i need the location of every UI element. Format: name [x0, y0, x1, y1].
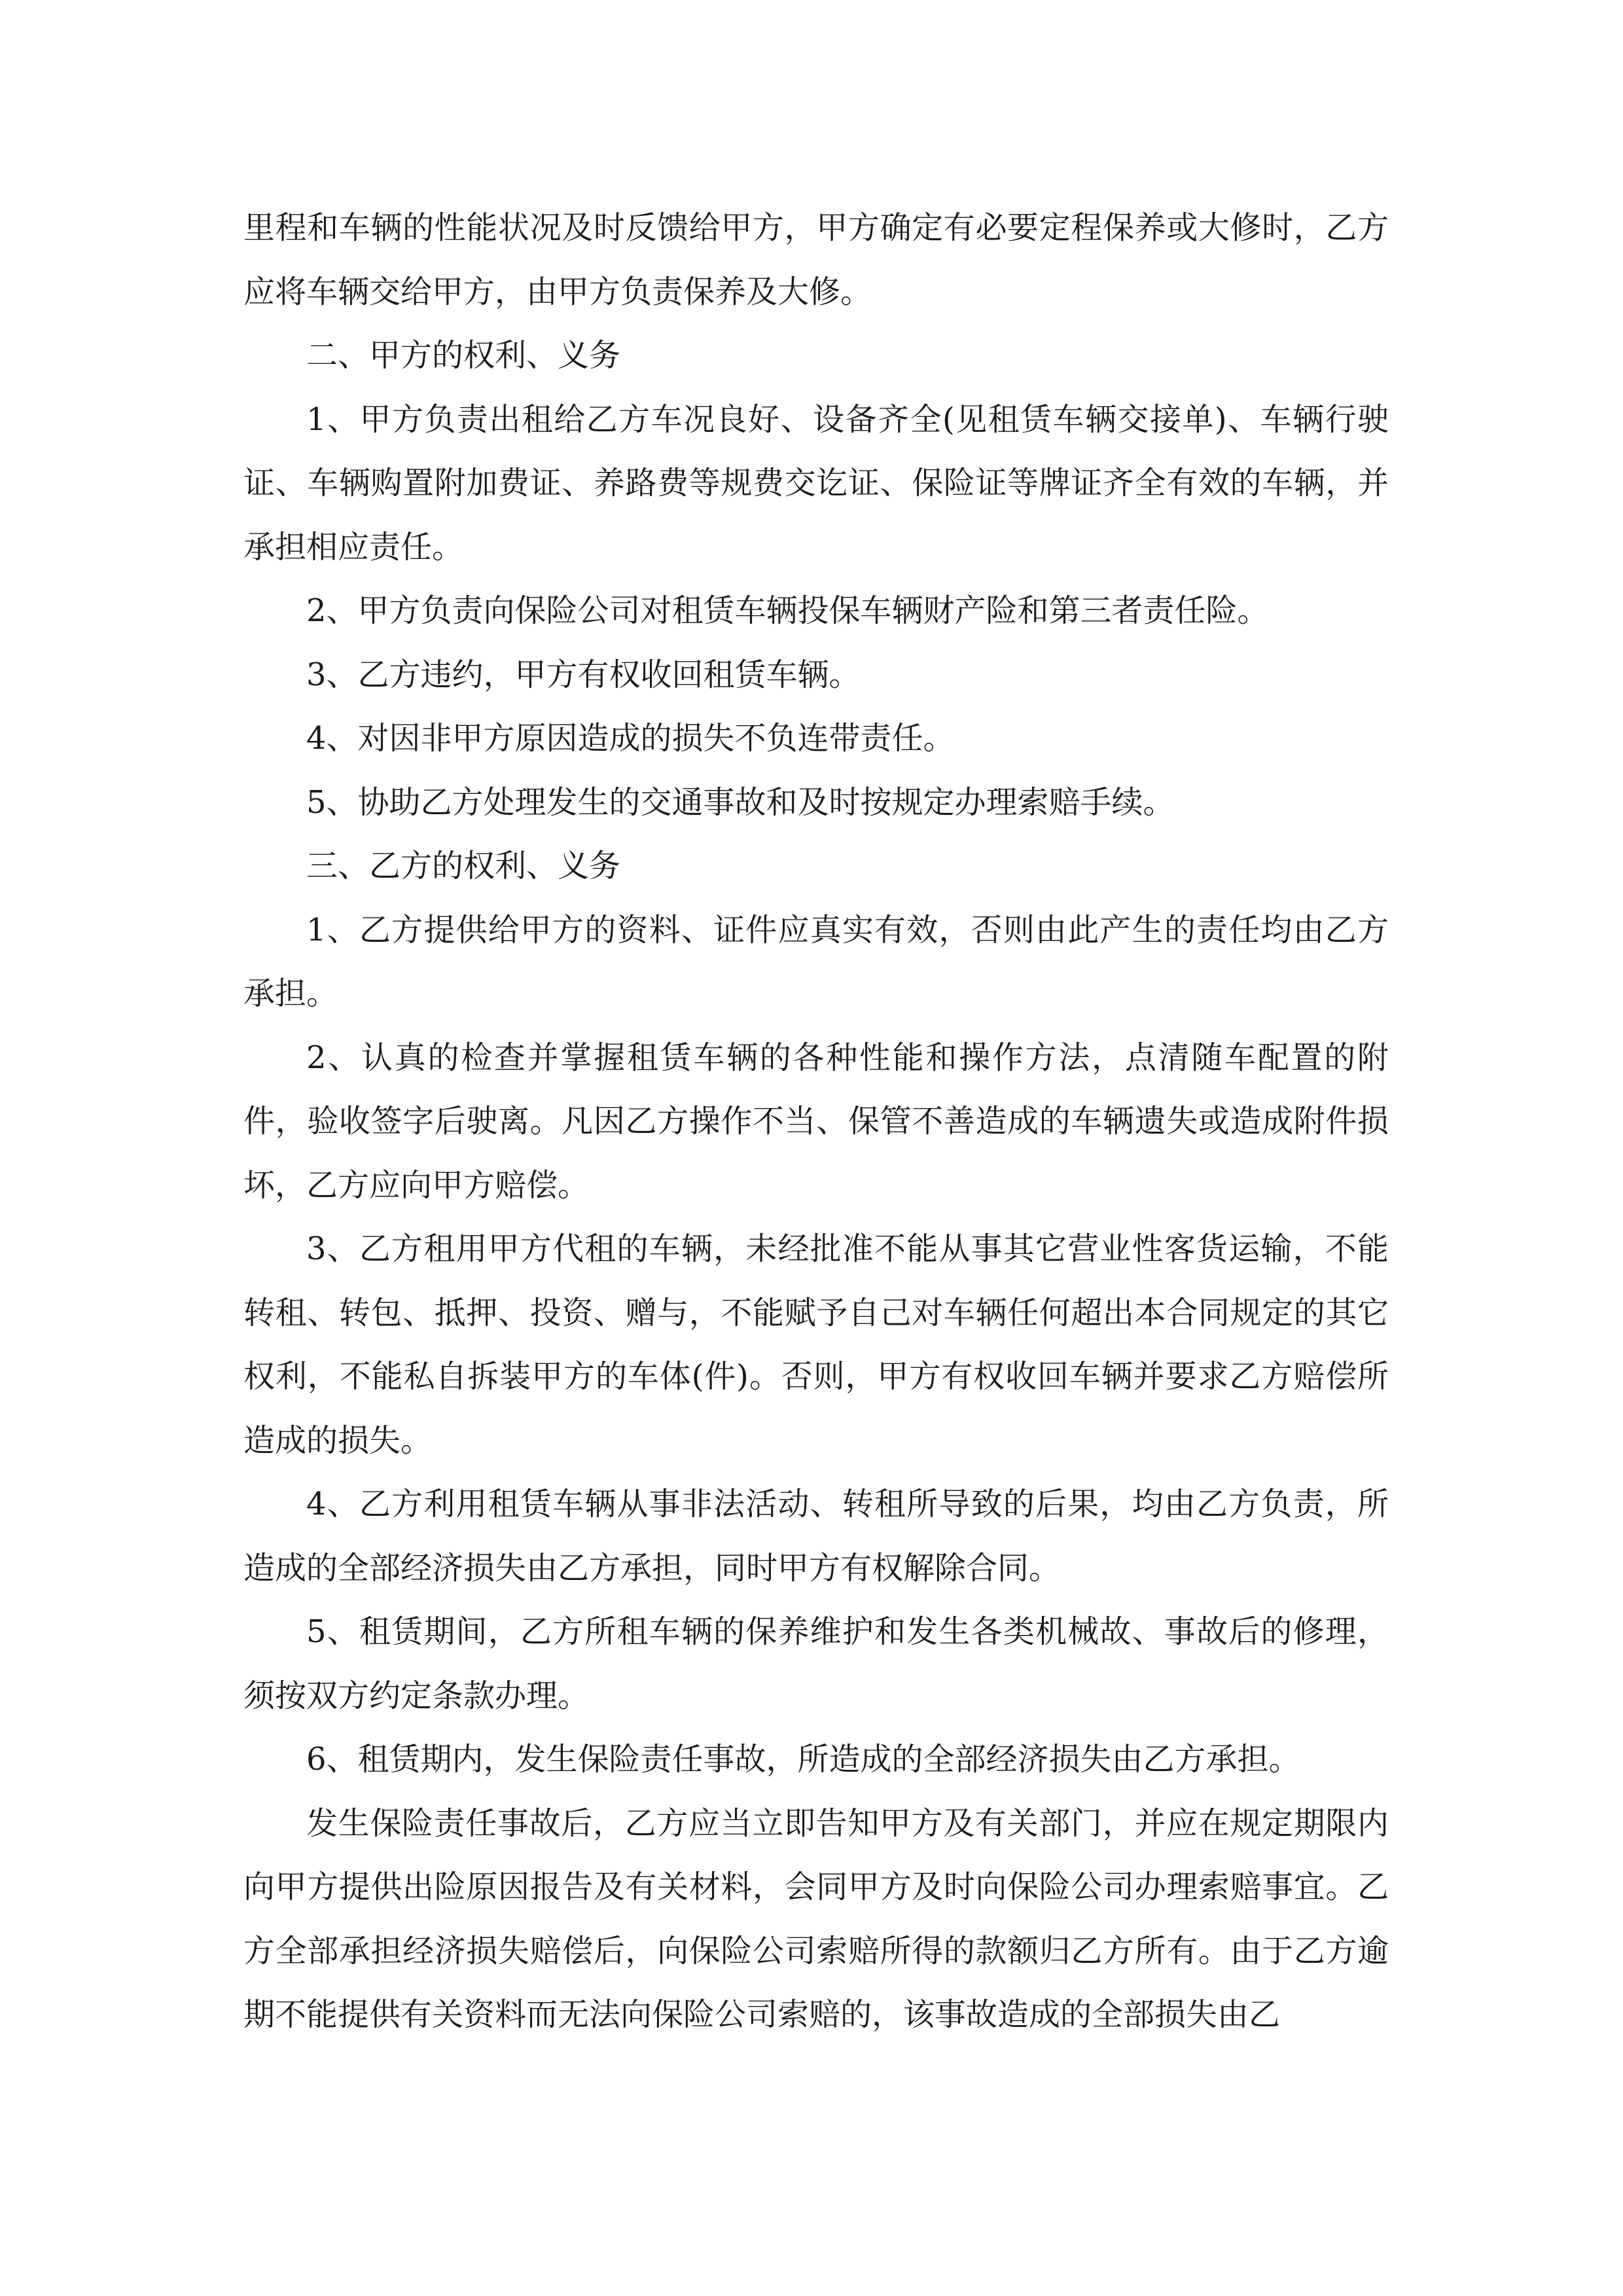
paragraph-a-5: 5、协助乙方处理发生的交通事故和及时按规定办理索赔手续。 — [306, 783, 1175, 821]
paragraph-a-1: 1、甲方负责出租给乙方车况良好、设备齐全(见租赁车辆交接单)、车辆行驶证、车辆购置附加费证、养路费等规费交讫证、保险证等牌证齐全有效的车辆，并承担相应责任。 — [243, 401, 1389, 565]
paragraph-b-2: 2、认真的检查并掌握租赁车辆的各种性能和操作方法，点清随车配置的附件，验收签字后驶离。凡因乙方操作不当、保管不善造成的车辆遗失或造成附件损坏，乙方应向甲方赔偿。 — [243, 1039, 1389, 1204]
paragraph-a-4: 4、对因非甲方原因造成的损失不负连带责任。 — [306, 720, 955, 757]
document-body — [243, 196, 1389, 2047]
section-heading-party-a: 二、甲方的权利、义务 — [306, 337, 621, 374]
section-heading-party-b: 三、乙方的权利、义务 — [306, 848, 621, 884]
paragraph-b-6: 6、租赁期内，发生保险责任事故，所造成的全部经济损失由乙方承担。 — [306, 1741, 1300, 1778]
paragraph-b-5: 5、租赁期间，乙方所租车辆的保养维护和发生各类机械故、事故后的修理，须按双方约定条款办理。 — [243, 1613, 1389, 1714]
paragraph-a-3: 3、乙方违约，甲方有权收回租赁车辆。 — [306, 656, 861, 693]
paragraph-b-4: 4、乙方利用租赁车辆从事非法活动、转租所导致的后果，均由乙方负责，所造成的全部经济损失由乙方承担，同时甲方有权解除合同。 — [243, 1486, 1389, 1587]
paragraph-b-3: 3、乙方租用甲方代租的车辆，未经批准不能从事其它营业性客货运输，不能转租、转包、抵押、投资、赠与，不能赋予自己对车辆任何超出本合同规定的其它权利，不能私自拆装甲方的车体(件)。否则，甲方有权收回车辆并要求乙方赔偿所造成的损失。 — [243, 1230, 1389, 1459]
paragraph-b-1: 1、乙方提供给甲方的资料、证件应真实有效，否则由此产生的责任均由乙方承担。 — [243, 911, 1389, 1012]
paragraph-insurance-claims: 发生保险责任事故后，乙方应当立即告知甲方及有关部门，并应在规定期限内向甲方提供出险原因报告及有关材料，会同甲方及时向保险公司办理索赔事宜。乙方全部承担经济损失赔偿后，向保险公司索赔所得的款额归乙方所有。由于乙方逾期不能提供有关资料而无法向保险公司索赔的，该事故造成的全部损失由乙 — [243, 1804, 1389, 2033]
paragraph-continuation: 里程和车辆的性能状况及时反馈给甲方，甲方确定有必要定程保养或大修时，乙方应将车辆交给甲方，由甲方负责保养及大修。 — [243, 209, 1389, 310]
paragraph-a-2: 2、甲方负责向保险公司对租赁车辆投保车辆财产险和第三者责任险。 — [306, 592, 1269, 629]
